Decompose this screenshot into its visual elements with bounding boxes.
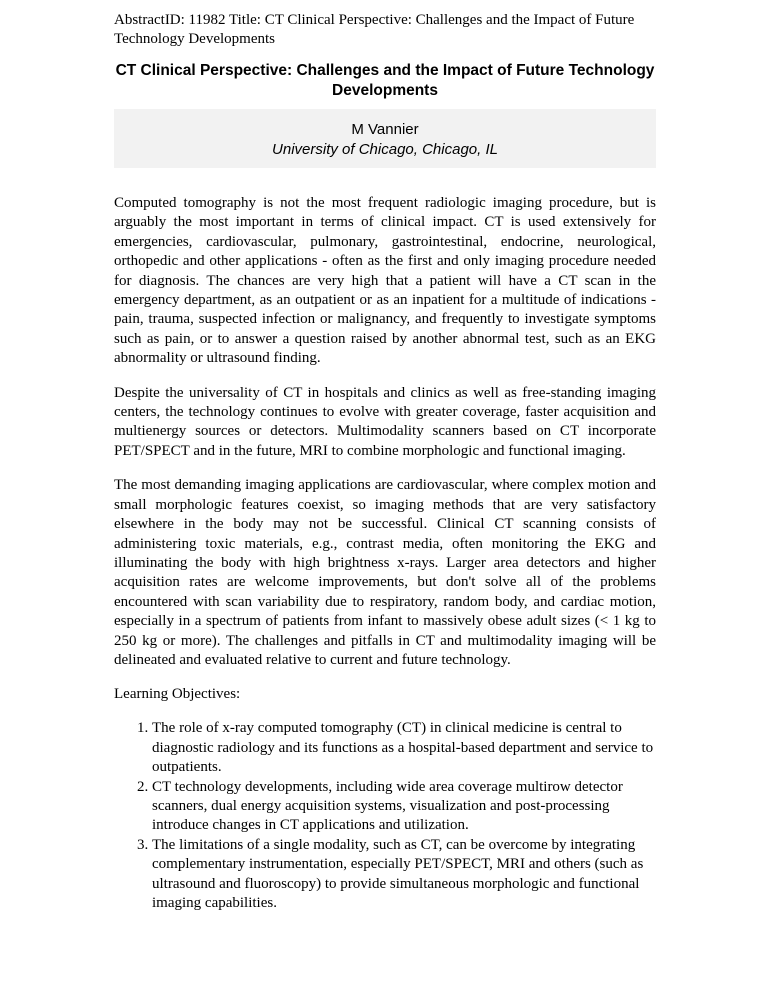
objective-item: 1. The role of x-ray computed tomography (CT) in clinical medicine is central to diagnostic radiology and its functions as a hospital-based department and service to outpatients. — [152, 719, 656, 777]
author-name: M Vannier — [351, 121, 419, 138]
body-paragraph: Despite the universality of CT in hospitals and clinics as well as free-standing imaging centers, the technology continues to evolve with greater coverage, faster acquisition and multienergy sources or detectors. Multimodality scanners based on CT incorporate PET/SPECT and in the future, MRI to combine morphologic and functional imaging. — [114, 384, 656, 459]
document-page — [114, 11, 656, 913]
author-block — [114, 109, 656, 168]
abstract-header: AbstractID: 11982 Title: CT Clinical Perspective: Challenges and the Impact of Future Technology Developments — [114, 12, 635, 47]
objectives-list — [114, 719, 656, 913]
body-paragraph: Computed tomography is not the most frequent radiologic imaging procedure, but is arguably the most important in terms of clinical impact. CT is used extensively for emergencies, cardiovascular, pulmonary, gastrointestinal, endocrine, neurological, orthopedic and other applications - often as the first and only imaging procedure needed for diagnosis. The chances are very high that a patient will have a CT scan in the emergency department, as an outpatient or as an inpatient for a multitude of indications - pain, trauma, suspected infection or malignancy, and frequently to investigate symptoms such as pain, or to answer a question raised by another abnormal test, such as an EKG abnormality or ultrasound finding. — [114, 195, 656, 367]
paper-title: CT Clinical Perspective: Challenges and the Impact of Future Technology Developments — [115, 62, 655, 99]
body-paragraph: The most demanding imaging applications are cardiovascular, where complex motion and small morphologic features coexist, so imaging methods that are very satisfactory elsewhere in the body may not be successful. Clinical CT scanning consists of administering toxic materials, e.g., contrast media, often monitoring the EKG and illuminating the body with high brightness x-rays. Larger area detectors and higher acquisition rates are welcome improvements, but don't solve all of the problems encountered with scan variability due to respiratory, random body, and cardiac motion, especially in a spectrum of patients from infant to massively obese adult sizes (< 1 kg to 250 kg or more). The challenges and pitfalls in CT and multimodality imaging will be delineated and evaluated relative to current and future technology. — [114, 477, 656, 668]
author-affiliation: University of Chicago, Chicago, IL — [272, 141, 498, 158]
objectives-heading: Learning Objectives: — [114, 686, 241, 703]
objective-item: 3. The limitations of a single modality, such as CT, can be overcome by integrating complementary instrumentation, especially PET/SPECT, MRI and others (such as ultrasound and fluoroscopy) to provide simultaneous morphologic and functional imaging capabilities. — [152, 836, 656, 914]
objective-item: 2. CT technology developments, including wide area coverage multirow detector scanners, dual energy acquisition systems, visualization and post-processing introduce changes in CT applications and utilization. — [152, 778, 656, 836]
